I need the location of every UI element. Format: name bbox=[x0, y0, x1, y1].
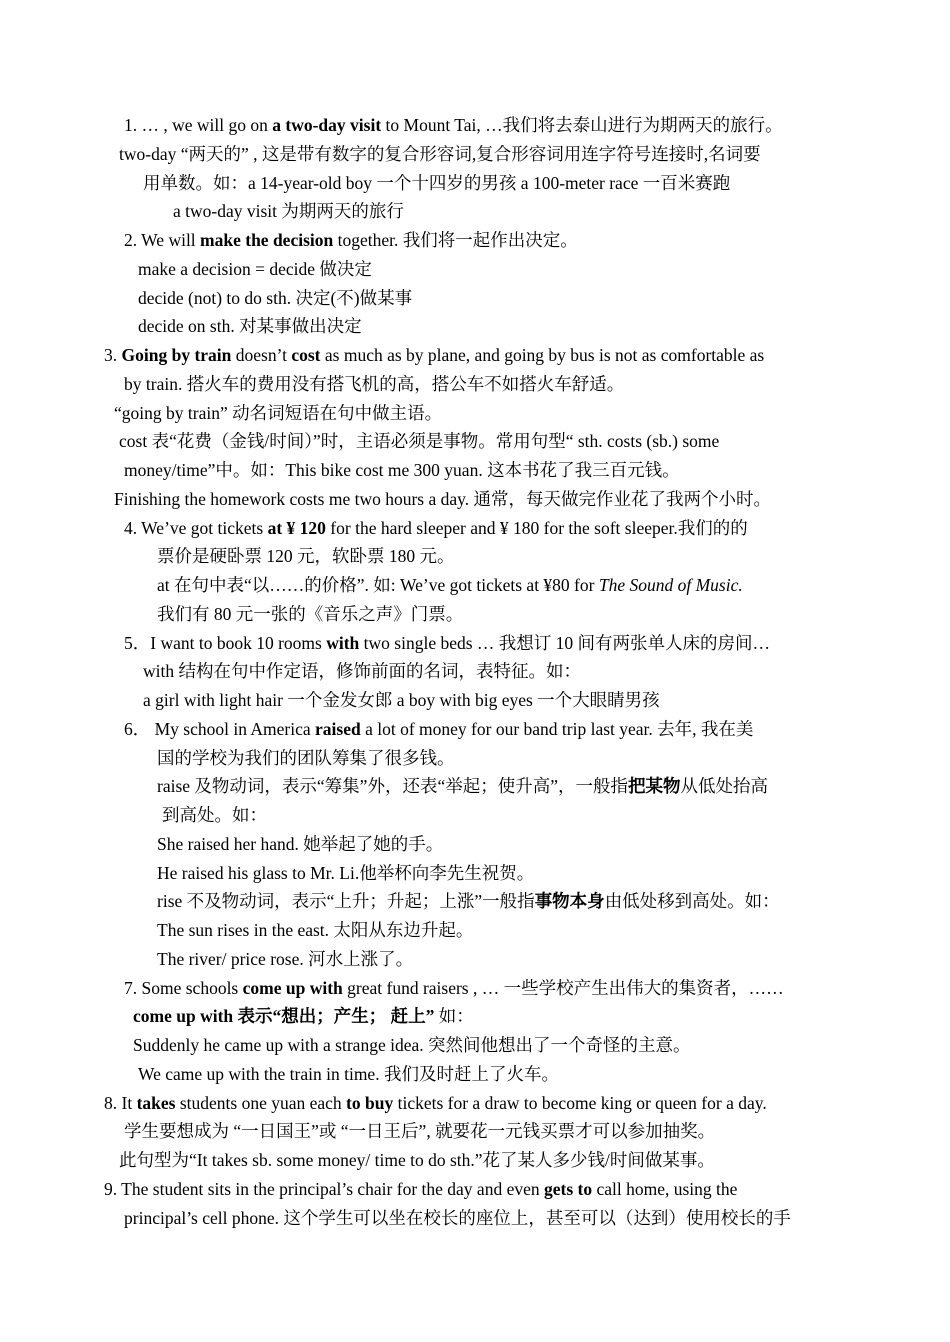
text-run: at 在句中表“以……的价格”. 如: We’ve got tickets at ¥80 for bbox=[157, 575, 599, 595]
text-line bbox=[143, 689, 660, 711]
italic-text: The Sound of Music. bbox=[598, 575, 743, 595]
text-run: 学生要想成为 “一日国王”或 “一日王后”, 就要花一元钱买票才可以参加抽奖。 bbox=[124, 1121, 716, 1141]
text-line bbox=[114, 488, 771, 510]
text-run: We came up with the train in time. 我们及时赶上了火车。 bbox=[138, 1064, 559, 1084]
text-run: The river/ price rose. 河水上涨了。 bbox=[157, 949, 414, 969]
text-run: 用单数。如：a 14-year-old boy 一个十四岁的男孩 a 100-meter race 一百米赛跑 bbox=[143, 173, 731, 193]
text-line bbox=[119, 1149, 715, 1171]
text-run: Finishing the homework costs me two hours a day. 通常，每天做完作业花了我两个小时。 bbox=[114, 489, 772, 509]
text-run: raise 及物动词，表示“筹集”外，还表“举起；使升高”，一般指 bbox=[157, 776, 628, 796]
text-line bbox=[157, 775, 768, 797]
text-run: tickets for a draw to become king or queen for a day. bbox=[393, 1093, 767, 1113]
text-run: for the hard sleeper and ¥ 180 for the soft sleeper.我们的的 bbox=[325, 518, 748, 538]
text-run: decide on sth. 对某事做出决定 bbox=[138, 316, 362, 336]
text-line bbox=[157, 862, 534, 884]
text-line bbox=[104, 344, 764, 366]
text-run: 到高处。如： bbox=[162, 805, 267, 825]
text-run: 此句型为“It takes sb. some money/ time to do sth.”花了某人多少钱/时间做某事。 bbox=[119, 1150, 715, 1170]
text-run: She raised her hand. 她举起了她的手。 bbox=[157, 834, 444, 854]
text-line bbox=[119, 430, 719, 452]
bold-text: 把某物 bbox=[627, 776, 681, 796]
text-run: 4. We’ve got tickets bbox=[124, 518, 268, 538]
text-line bbox=[138, 315, 362, 337]
bold-text: raised bbox=[315, 719, 361, 739]
text-run: money/time”中。如：This bike cost me 300 yuan. 这本书花了我三百元钱。 bbox=[124, 460, 680, 480]
bold-text: with bbox=[326, 633, 360, 653]
text-line bbox=[124, 632, 770, 654]
text-line bbox=[124, 977, 784, 999]
text-line bbox=[104, 1092, 767, 1114]
text-line bbox=[138, 1063, 559, 1085]
text-line bbox=[124, 1207, 791, 1229]
bold-text: at ¥ 120 bbox=[267, 518, 326, 538]
text-line bbox=[124, 1120, 715, 1142]
bold-text: a two-day visit bbox=[272, 115, 382, 135]
bold-text: cost bbox=[291, 345, 321, 365]
text-run: 7. Some schools bbox=[124, 978, 243, 998]
text-line bbox=[124, 229, 578, 251]
text-line bbox=[114, 402, 442, 424]
text-run: a lot of money for our band trip last year. 去年, 我在美 bbox=[360, 719, 754, 739]
text-run: two-day “两天的” , 这是带有数字的复合形容词,复合形容词用连字符号连接时,名词要 bbox=[119, 144, 761, 164]
text-line bbox=[143, 660, 581, 682]
bold-text: gets to bbox=[543, 1179, 593, 1199]
text-run: students one yuan each bbox=[175, 1093, 347, 1113]
text-run: by train. 搭火车的费用没有搭飞机的高，搭公车不如搭火车舒适。 bbox=[124, 374, 625, 394]
text-line bbox=[124, 459, 680, 481]
text-line bbox=[157, 948, 413, 970]
text-run: to Mount Tai, …我们将去泰山进行为期两天的旅行。 bbox=[381, 115, 783, 135]
text-run: 我们有 80 元一张的《音乐之声》门票。 bbox=[157, 604, 464, 624]
text-run: 国的学校为我们的团队筹集了很多钱。 bbox=[157, 748, 455, 768]
text-run: two single beds … 我想订 10 间有两张单人床的房间… bbox=[359, 633, 771, 653]
text-line bbox=[124, 718, 753, 740]
text-run: principal’s cell phone. 这个学生可以坐在校长的座位上，甚至可以（达到）使用校长的手 bbox=[124, 1208, 791, 1228]
text-run: doesn’t bbox=[231, 345, 292, 365]
text-run: great fund raisers , … 一些学校产生出伟大的集资者，…… bbox=[342, 978, 784, 998]
text-run: rise 不及物动词，表示“上升；升起；上涨”一般指 bbox=[157, 891, 535, 911]
bold-text: come up with bbox=[242, 978, 343, 998]
text-line bbox=[157, 747, 455, 769]
text-run: The sun rises in the east. 太阳从东边升起。 bbox=[157, 920, 474, 940]
text-line bbox=[143, 172, 730, 194]
text-run: 从低处抬高 bbox=[680, 776, 768, 796]
text-run: Suddenly he came up with a strange idea. 突然间他想出了一个奇怪的主意。 bbox=[133, 1035, 691, 1055]
text-line bbox=[173, 200, 404, 222]
text-run: 3. bbox=[104, 345, 122, 365]
text-run: “going by train” 动名词短语在句中做主语。 bbox=[114, 403, 443, 423]
text-line bbox=[157, 603, 463, 625]
text-run: a two-day visit 为期两天的旅行 bbox=[173, 201, 404, 221]
text-run: a girl with light hair 一个金发女郎 a boy with big eyes 一个大眼睛男孩 bbox=[143, 690, 660, 710]
text-run: 2. We will bbox=[124, 230, 201, 250]
text-run: make a decision = decide 做决定 bbox=[138, 259, 372, 279]
text-line bbox=[157, 890, 780, 912]
text-line bbox=[124, 517, 748, 539]
bold-text: 事物本身 bbox=[534, 891, 605, 911]
bold-text: to buy bbox=[346, 1093, 394, 1113]
text-run: 票价是硬卧票 120 元，软卧票 180 元。 bbox=[157, 546, 455, 566]
text-line bbox=[124, 373, 624, 395]
text-line bbox=[133, 1005, 474, 1027]
text-run: cost 表“花费（金钱/时间）”时，主语必须是事物。常用句型“ sth. costs (sb.) some bbox=[119, 431, 720, 451]
text-line bbox=[157, 545, 455, 567]
text-run: with 结构在句中作定语，修饰前面的名词，表特征。如： bbox=[143, 661, 581, 681]
text-run: 如： bbox=[434, 1006, 474, 1026]
text-run: 8. It bbox=[104, 1093, 137, 1113]
text-line bbox=[138, 258, 372, 280]
text-line bbox=[119, 143, 761, 165]
text-line bbox=[124, 114, 783, 136]
bold-text: Going by train bbox=[121, 345, 232, 365]
text-line bbox=[157, 574, 743, 596]
text-run: decide (not) to do sth. 决定(不)做某事 bbox=[138, 288, 413, 308]
text-run: as much as by plane, and going by bus is not as comfortable as bbox=[320, 345, 765, 365]
text-run: 1. … , we will go on bbox=[124, 115, 273, 135]
text-run: 6． My school in America bbox=[124, 719, 316, 739]
text-run: 由低处移到高处。如： bbox=[604, 891, 780, 911]
text-run: together. 我们将一起作出决定。 bbox=[333, 230, 578, 250]
text-line bbox=[157, 919, 473, 941]
text-run: 9. The student sits in the principal’s chair for the day and even bbox=[104, 1179, 544, 1199]
text-line bbox=[138, 287, 412, 309]
text-line bbox=[162, 804, 267, 826]
text-line bbox=[104, 1178, 737, 1200]
text-run: call home, using the bbox=[592, 1179, 738, 1199]
bold-text: make the decision bbox=[200, 230, 334, 250]
bold-text: takes bbox=[136, 1093, 176, 1113]
bold-text: come up with 表示“想出；产生； 赶上” bbox=[133, 1006, 435, 1026]
text-run: He raised his glass to Mr. Li.他举杯向李先生祝贺。 bbox=[157, 863, 535, 883]
text-run: 5．I want to book 10 rooms bbox=[124, 633, 327, 653]
text-line bbox=[157, 833, 443, 855]
text-line bbox=[133, 1034, 690, 1056]
